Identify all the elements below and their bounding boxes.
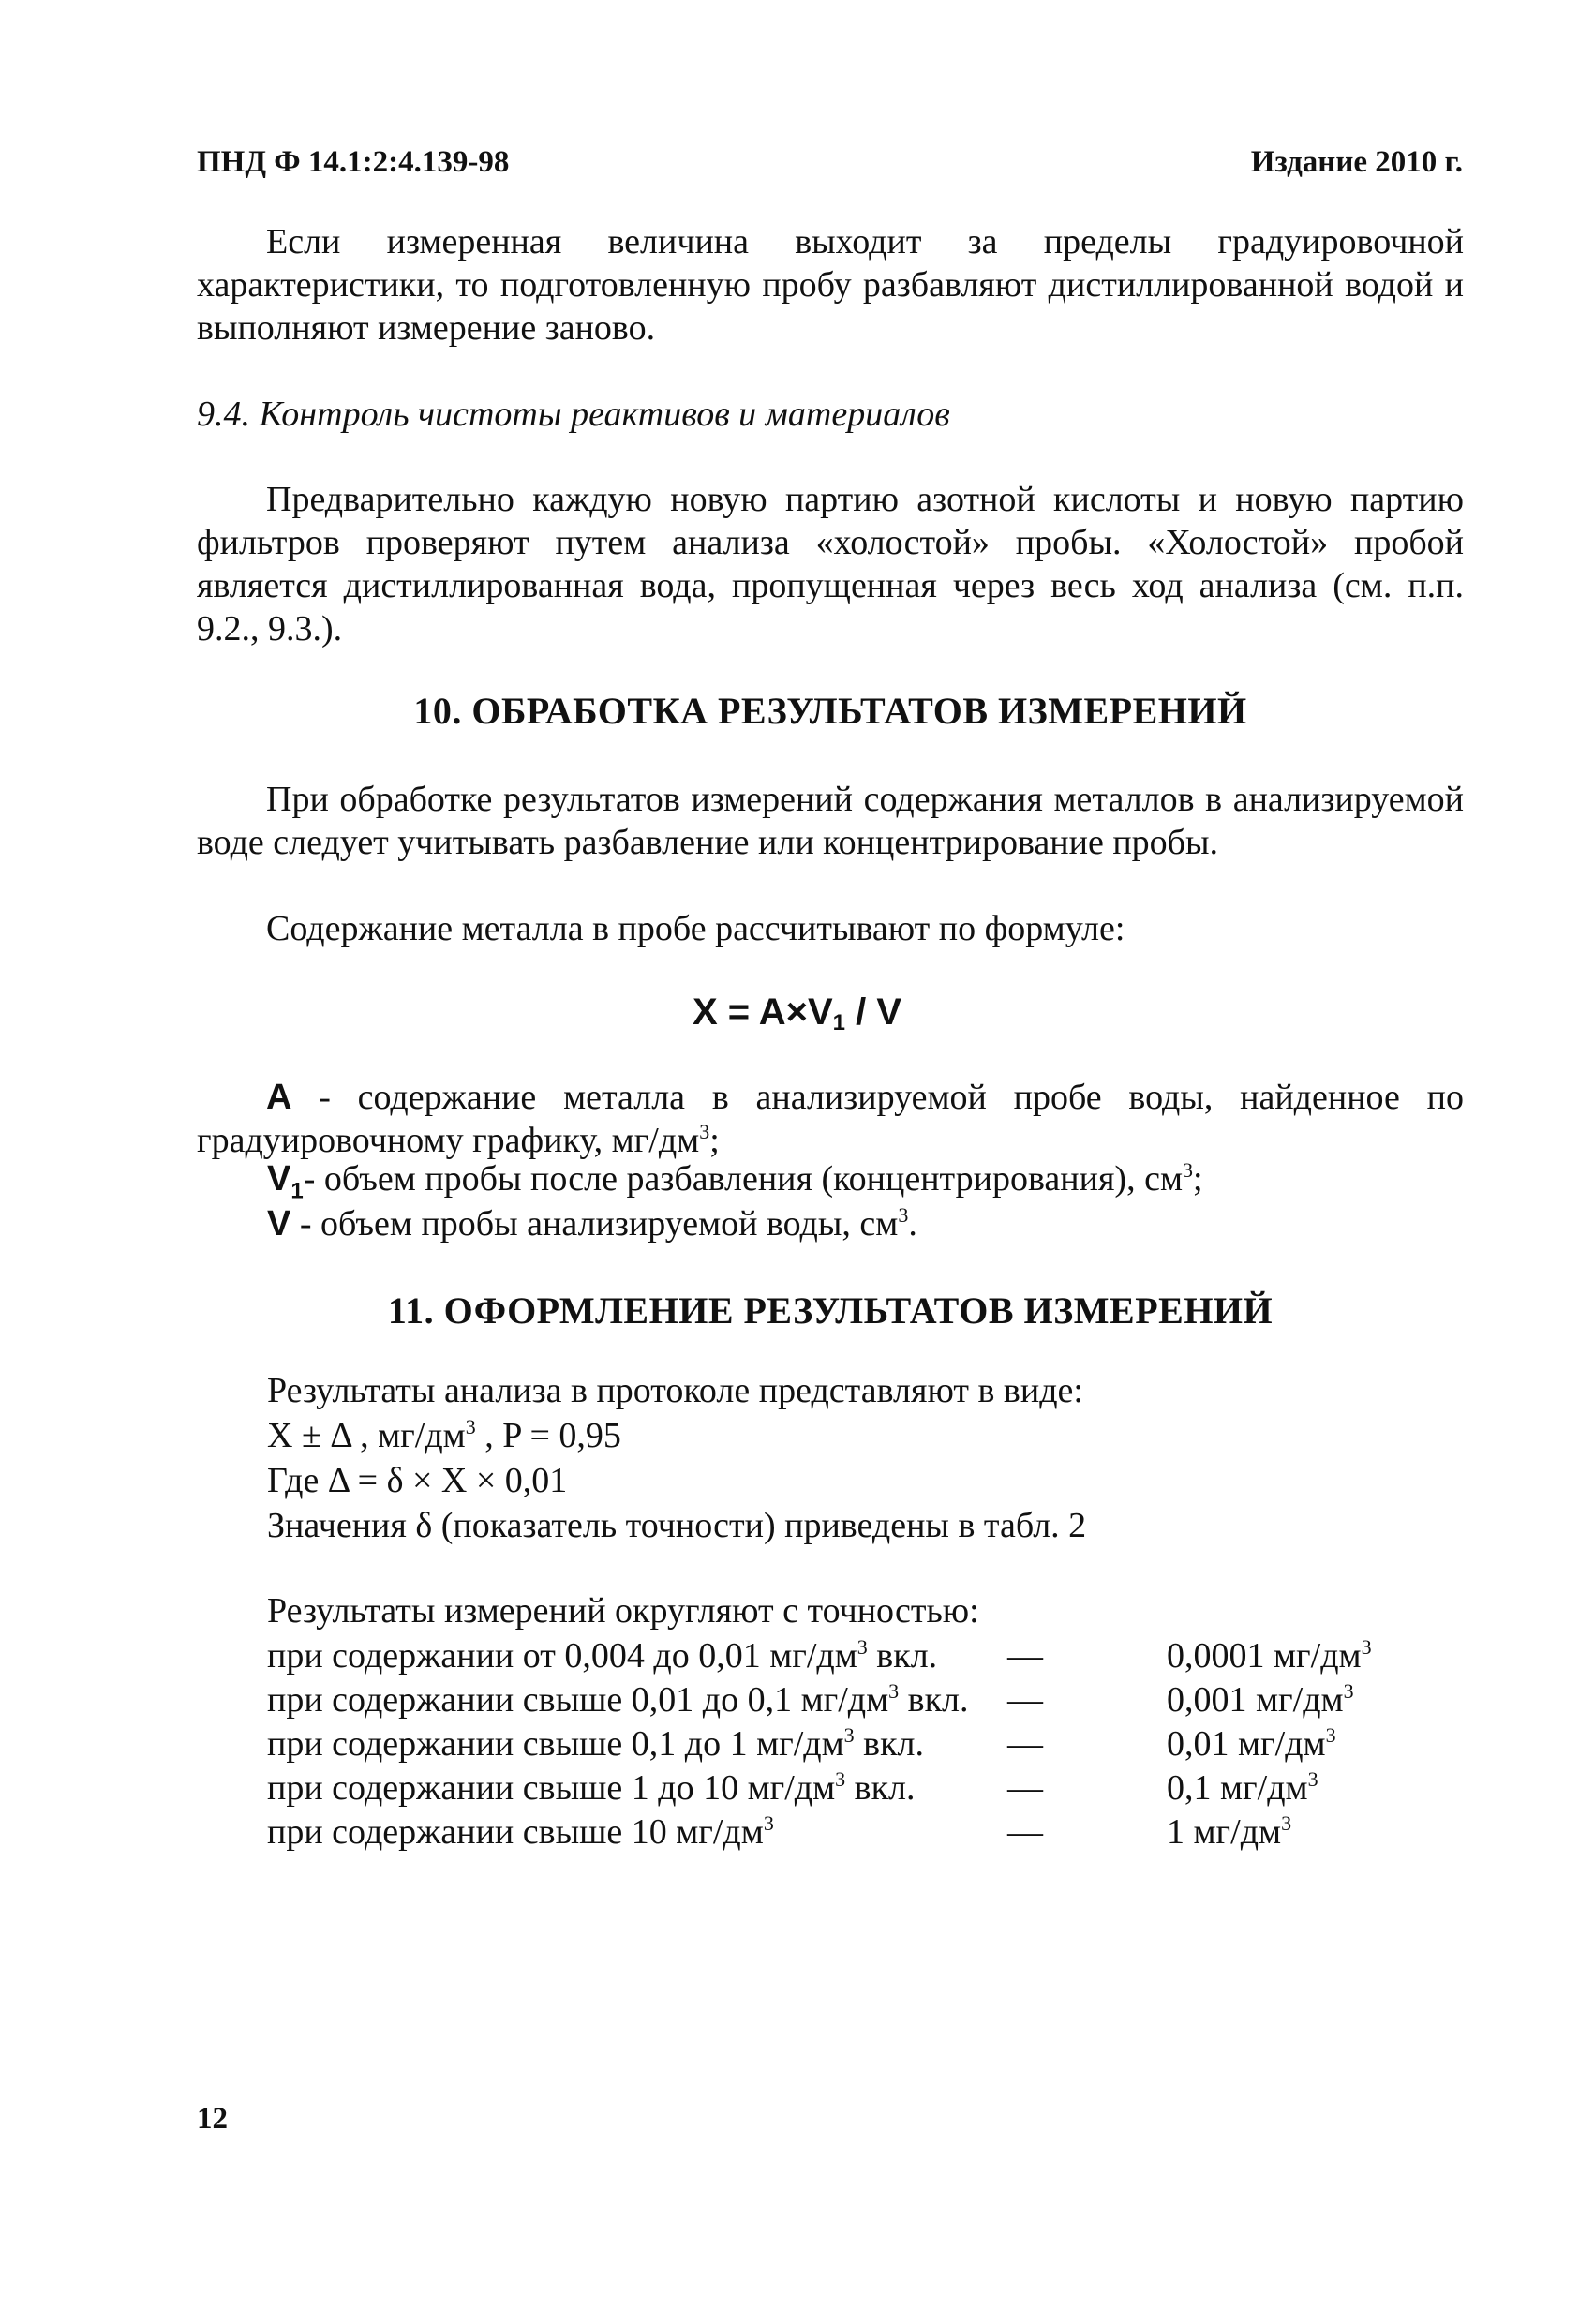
unit-superscript: 3	[1307, 1767, 1318, 1791]
rounding-value	[1167, 1811, 1291, 1853]
result-form-intro: Результаты анализа в протоколе представляют в виде:	[267, 1371, 1083, 1410]
rounding-value-text: 1 мг/дм	[1167, 1812, 1282, 1852]
rounding-dash: —	[1007, 1724, 1043, 1764]
rounding-row	[267, 1723, 1485, 1766]
definition-v1-text: - объем пробы после разбавления (концентрирования), см	[303, 1159, 1183, 1199]
rounding-dash: —	[1007, 1812, 1043, 1852]
definition-v1-symbol: V	[267, 1159, 291, 1199]
page-number: 12	[197, 2102, 228, 2136]
rounding-condition-end: вкл.	[845, 1768, 916, 1808]
rounding-dash: —	[1007, 1680, 1043, 1720]
rounding-value	[1167, 1723, 1336, 1765]
unit-superscript: 3	[465, 1415, 476, 1438]
rounding-row	[267, 1635, 1485, 1678]
formula-left: X = A×V	[692, 991, 833, 1033]
rounding-value-text: 0,0001 мг/дм	[1167, 1636, 1362, 1676]
definition-v	[267, 1203, 917, 1244]
definition-a	[197, 1076, 1464, 1162]
unit-superscript: 3	[1343, 1679, 1354, 1703]
rounding-condition-text: при содержании от 0,004 до 0,01 мг/дм	[267, 1636, 857, 1676]
rounding-value-text: 0,1 мг/дм	[1167, 1768, 1308, 1808]
section-9-4-text: Предварительно каждую новую партию азотной кислоты и новую партию фильтров проверяют путем анализа «холостой» пробы. «Холостой» пробой является дистиллированная вода, пропущенная через весь ход анализа (см. п.п. 9.2., 9.3.).	[197, 480, 1464, 648]
delta-definition: Где Δ = δ × X × 0,01	[267, 1461, 568, 1500]
unit-superscript: 3	[699, 1120, 710, 1143]
rounding-condition	[267, 1811, 774, 1853]
rounding-value	[1167, 1679, 1354, 1721]
rounding-condition	[267, 1635, 937, 1676]
unit-superscript: 3	[835, 1767, 846, 1791]
rounding-condition	[267, 1767, 916, 1809]
rounding-value	[1167, 1635, 1372, 1676]
section-10-paragraph: При обработке результатов измерений содержания металлов в анализируемой воде следует учитывать разбавление или концентрирование пробы.	[197, 780, 1464, 862]
rounding-condition-end: вкл.	[867, 1636, 938, 1676]
intro-paragraph: Если измеренная величина выходит за пределы градуировочной характеристики, то подготовленную пробу разбавляют дистиллированной водой и выполняют измерение заново.	[197, 222, 1464, 348]
definition-v1-subscript: 1	[290, 1178, 304, 1204]
rounding-condition	[267, 1679, 969, 1721]
rounding-value-text: 0,001 мг/дм	[1167, 1680, 1344, 1720]
rounding-row	[267, 1767, 1485, 1810]
rounding-condition-end: вкл.	[854, 1724, 925, 1764]
formula-intro: Содержание металла в пробе рассчитывают по формуле:	[266, 909, 1125, 948]
result-form-a: X ± Δ , мг/дм	[267, 1416, 466, 1455]
rounding-condition-end: вкл.	[899, 1680, 969, 1720]
rounding-condition	[267, 1723, 924, 1765]
rounding-row	[267, 1811, 1485, 1855]
unit-superscript: 3	[888, 1679, 900, 1703]
unit-superscript: 3	[857, 1635, 868, 1659]
edition-label: Издание 2010 г.	[1250, 145, 1463, 179]
rounding-dash: —	[1007, 1636, 1043, 1676]
result-form-b: , P = 0,95	[475, 1416, 621, 1455]
rounding-dash: —	[1007, 1768, 1043, 1808]
document-code: ПНД Ф 14.1:2:4.139-98	[197, 145, 510, 179]
definition-v1	[267, 1158, 1203, 1205]
unit-superscript: 3	[763, 1811, 774, 1835]
definition-a-symbol: A	[266, 1078, 292, 1117]
formula-right: / V	[845, 991, 902, 1033]
section-11-heading: 11. ОФОРМЛЕНИЕ РЕЗУЛЬТАТОВ ИЗМЕРЕНИЙ	[387, 1289, 1274, 1332]
delta-note: Значения δ (показатель точности) приведены в табл. 2	[267, 1506, 1087, 1545]
definition-a-end: ;	[709, 1121, 720, 1160]
unit-superscript: 3	[1281, 1811, 1292, 1835]
definition-v1-end: ;	[1193, 1159, 1203, 1199]
rounding-intro: Результаты измерений округляют с точностью:	[267, 1591, 979, 1631]
definition-v-end: .	[908, 1204, 917, 1244]
rounding-row	[267, 1679, 1485, 1722]
unit-superscript: 3	[843, 1723, 855, 1747]
section-9-4-title: 9.4. Контроль чистоты реактивов и материалов	[197, 395, 950, 434]
section-10-heading: 10. ОБРАБОТКА РЕЗУЛЬТАТОВ ИЗМЕРЕНИЙ	[413, 690, 1247, 732]
result-form-expression	[267, 1415, 621, 1456]
formula	[0, 991, 1594, 1036]
definition-a-text: - содержание металла в анализируемой пробе воды, найденное по градуировочному графику, мг/дм	[197, 1078, 1464, 1160]
unit-superscript: 3	[1183, 1158, 1193, 1182]
rounding-value	[1167, 1767, 1318, 1809]
unit-superscript: 3	[1361, 1635, 1372, 1659]
rounding-condition-text: при содержании свыше 0,01 до 0,1 мг/дм	[267, 1680, 889, 1720]
rounding-value-text: 0,01 мг/дм	[1167, 1724, 1326, 1764]
unit-superscript: 3	[1325, 1723, 1336, 1747]
definition-v-text: - объем пробы анализируемой воды, см	[290, 1204, 899, 1244]
rounding-condition-text: при содержании свыше 0,1 до 1 мг/дм	[267, 1724, 844, 1764]
definition-v-symbol: V	[267, 1204, 291, 1244]
unit-superscript: 3	[898, 1203, 909, 1227]
rounding-condition-text: при содержании свыше 1 до 10 мг/дм	[267, 1768, 836, 1808]
rounding-condition-text: при содержании свыше 10 мг/дм	[267, 1812, 764, 1852]
formula-subscript: 1	[832, 1010, 846, 1035]
